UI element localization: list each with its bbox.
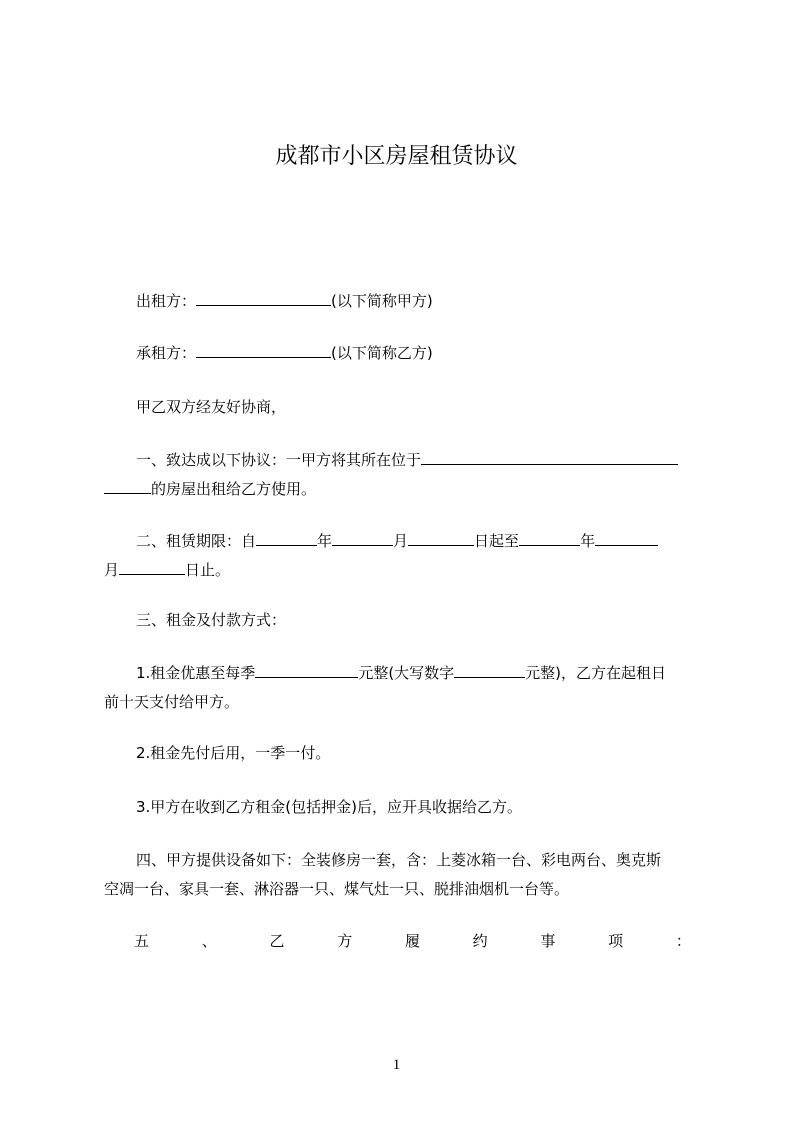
clause-3-heading: 三、租金及付款方式： xyxy=(136,611,287,629)
start-day-blank[interactable] xyxy=(408,531,474,546)
intro-line: 甲乙双方经友好协商， xyxy=(136,398,287,416)
quarterly-rent-blank[interactable] xyxy=(255,663,358,678)
clause-1 xyxy=(104,446,701,504)
clause-2-day-1: 日起至 xyxy=(474,532,520,550)
clause-2-year-1: 年 xyxy=(317,532,333,550)
clause-5-char: 项 xyxy=(608,932,624,950)
lessor-blank[interactable] xyxy=(196,291,331,306)
clause-5-heading xyxy=(104,927,701,956)
clause-4-line-2: 空凋一台、家具一套、淋浴器一只、煤气灶一只、脱排油烟机一台等。 xyxy=(104,880,570,898)
lessee-blank[interactable] xyxy=(196,343,331,358)
lessor-note: (以下简称甲方) xyxy=(331,292,433,310)
clause-3-item-1-mid-2: 元整)，乙方在起租日 xyxy=(525,664,667,682)
clause-5-char: 、 xyxy=(201,932,217,950)
clause-2-month-2: 月 xyxy=(104,561,120,579)
clause-2-line-2 xyxy=(104,556,701,585)
rent-in-words-blank[interactable] xyxy=(454,663,525,678)
end-day-blank[interactable] xyxy=(119,560,185,575)
clause-4 xyxy=(104,846,701,904)
clause-3-item-1-prefix: 1.租金优惠至每季 xyxy=(136,664,256,682)
clause-5-char: 乙 xyxy=(269,932,285,950)
clause-2-day-2: 日止。 xyxy=(185,561,231,579)
lessee-line xyxy=(104,339,733,368)
property-address-blank[interactable] xyxy=(421,450,678,465)
clause-3-item-1-mid-1: 元整(大写数字 xyxy=(358,664,455,682)
clause-2-year-2: 年 xyxy=(580,532,596,550)
clause-2-line-1 xyxy=(104,527,701,556)
clause-2-month-1: 月 xyxy=(393,532,409,550)
page-number: 1 xyxy=(392,1057,401,1073)
lessor-line xyxy=(104,287,733,316)
clause-5-char: 履 xyxy=(404,932,420,950)
end-year-blank[interactable] xyxy=(519,531,580,546)
clause-5-char: 方 xyxy=(337,932,353,950)
lessee-label: 承租方： xyxy=(136,344,197,362)
property-address-blank-cont[interactable] xyxy=(104,479,151,494)
document-title: 成都市小区房屋租赁协议 xyxy=(275,144,518,169)
clause-3-item-2: 2.租金先付后用，一季一付。 xyxy=(136,744,331,762)
lessor-label: 出租方： xyxy=(136,292,197,310)
clause-3-item-1-line-2: 前十天支付给甲方。 xyxy=(104,693,240,711)
clause-3-item-3: 3.甲方在收到乙方租金(包括押金)后，应开具收据给乙方。 xyxy=(136,798,523,816)
end-month-blank[interactable] xyxy=(595,531,658,546)
clause-1-prefix: 一、致达成以下协议：一甲方将其所在位于 xyxy=(136,451,422,469)
start-month-blank[interactable] xyxy=(332,531,393,546)
clause-1-suffix: 的房屋出租给乙方使用。 xyxy=(151,480,317,498)
clause-5-char: ： xyxy=(675,932,691,950)
clause-1-line-2 xyxy=(104,475,701,504)
clause-4-line-1: 四、甲方提供设备如下：全装修房一套，含：上菱冰箱一台、彩电两台、奥克斯 xyxy=(136,851,662,869)
clause-5-char: 五 xyxy=(134,932,150,950)
clause-2 xyxy=(104,527,701,585)
clause-3-item-1-line-1 xyxy=(104,659,701,688)
clause-5-char: 约 xyxy=(472,932,488,950)
start-year-blank[interactable] xyxy=(256,531,317,546)
clause-1-line-1 xyxy=(104,446,701,475)
clause-3-item-1 xyxy=(104,659,701,717)
clause-5-char: 事 xyxy=(540,932,556,950)
clause-2-prefix: 二、租赁期限：自 xyxy=(136,532,257,550)
lessee-note: (以下简称乙方) xyxy=(331,344,433,362)
